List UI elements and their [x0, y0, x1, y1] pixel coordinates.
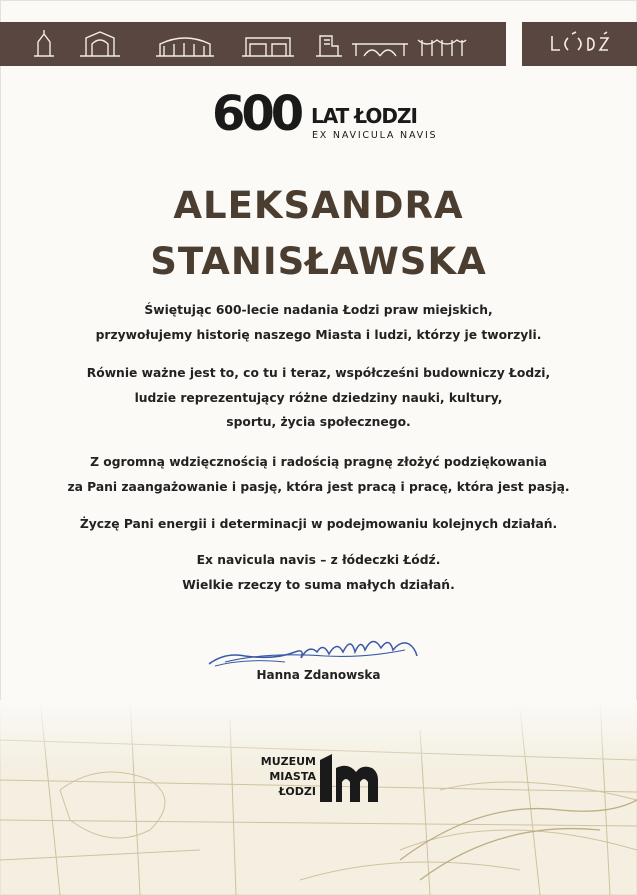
paragraph-4 — [40, 512, 597, 537]
paragraph-line: ludzie reprezentujący różne dziedziny nauki, kultury, — [134, 390, 503, 405]
paragraph-line: Świętując 600-lecie nadania Łodzi praw miejskich, — [144, 303, 493, 317]
paragraph-2 — [40, 361, 597, 435]
paragraph-line: sportu, życia społecznego. — [226, 415, 411, 429]
museum-name-line: MUZEUM — [260, 755, 316, 768]
museum-logo — [254, 752, 394, 812]
monuments-band — [0, 22, 506, 66]
paragraph-line: Wielkie rzeczy to suma małych działań. — [182, 577, 455, 592]
museum-name — [254, 754, 316, 799]
paragraph-1 — [40, 298, 597, 347]
paragraph-line: Z ogromną wdzięcznością i radością pragnę złożyć podziękowania — [90, 455, 547, 469]
paragraph-line: przywołujemy historię naszego Miasta i ludzi, którzy je tworzyli. — [95, 327, 542, 342]
paragraph-5 — [40, 548, 597, 597]
lodz-city-logo — [522, 22, 637, 66]
logo-number: 600 — [212, 86, 301, 142]
lodz-logo-icon — [548, 30, 612, 58]
museum-name-line: MIASTA — [269, 770, 316, 783]
paragraph-line: za Pani zaangażowanie i pasję, która jest pracą i pracę, która jest pasją. — [67, 479, 570, 494]
paragraph-line: Równie ważne jest to, co tu i teraz, współcześni budowniczy Łodzi, — [86, 366, 551, 380]
recipient-last-name: STANISŁAWSKA — [150, 240, 487, 283]
logo-title: LAT ŁODZI — [311, 104, 417, 128]
signer-name: Hanna Zdanowska — [256, 668, 381, 682]
museum-mark-icon — [318, 752, 382, 808]
paragraph-3 — [40, 450, 597, 499]
signature-icon — [205, 622, 425, 672]
paragraph-line: Ex navicula navis – z łódeczki Łódź. — [196, 553, 441, 567]
600-years-logo — [212, 86, 452, 148]
logo-motto: EX NAVICULA NAVIS — [312, 130, 438, 141]
paragraph-line: Życzę Pani energii i determinacji w podejmowaniu kolejnych działań. — [79, 517, 558, 531]
recipient-first-name: ALEKSANDRA — [173, 184, 464, 227]
museum-name-line: ŁODZI — [278, 785, 316, 798]
monuments-icon — [0, 28, 506, 60]
